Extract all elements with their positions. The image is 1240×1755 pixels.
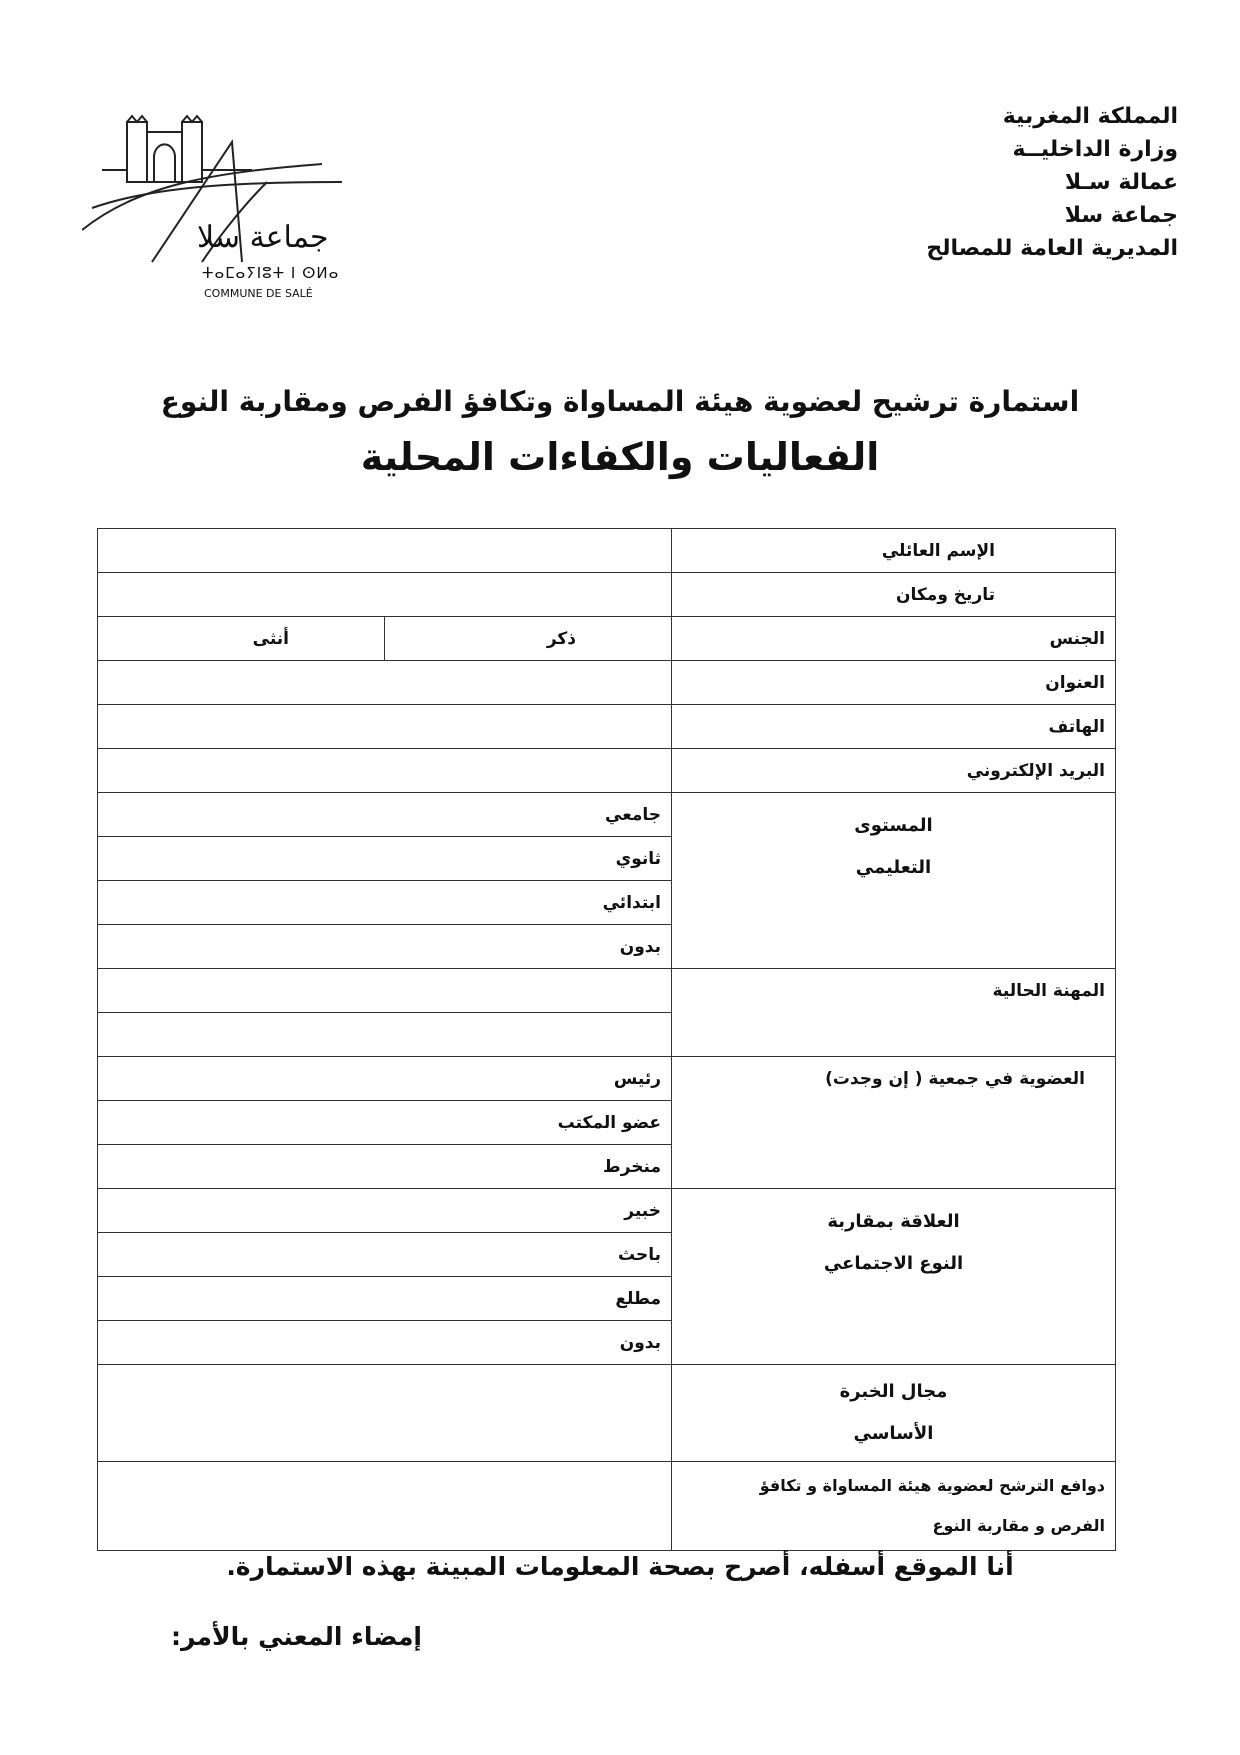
option-researcher[interactable]: باحث xyxy=(98,1233,672,1277)
label-gender: الجنس xyxy=(672,617,1116,661)
header-line-directorate: المديرية العامة للمصالح xyxy=(926,236,1178,261)
header-line-kingdom: المملكة المغربية xyxy=(1002,104,1178,129)
label-gender-approach-line1: العلاقة بمقاربة xyxy=(827,1211,960,1232)
header-line-ministry: وزارة الداخليــة xyxy=(1012,137,1178,162)
option-member[interactable]: منخرط xyxy=(98,1145,672,1189)
label-gender-approach-line2: النوع الاجتماعي xyxy=(823,1253,964,1274)
label-motives xyxy=(672,1462,1116,1551)
input-phone[interactable] xyxy=(98,705,672,749)
label-job: المهنة الحالية xyxy=(672,969,1116,1057)
input-motives[interactable] xyxy=(98,1462,672,1551)
label-education xyxy=(672,793,1116,969)
option-female[interactable]: أنثى xyxy=(98,617,385,661)
input-birth[interactable] xyxy=(98,573,672,617)
option-university[interactable]: جامعي xyxy=(98,793,672,837)
label-membership: العضوية في جمعية ( إن وجدت) xyxy=(672,1057,1116,1189)
label-phone: الهاتف xyxy=(672,705,1116,749)
label-expertise xyxy=(672,1365,1116,1462)
label-address: العنوان xyxy=(672,661,1116,705)
option-approach-none[interactable]: بدون xyxy=(98,1321,672,1365)
form-title-line1: استمارة ترشيح لعضوية هيئة المساواة وتكافؤ الفرص ومقاربة النوع xyxy=(160,385,1080,418)
label-expertise-line2: الأساسي xyxy=(853,1423,934,1444)
input-job-2[interactable] xyxy=(98,1013,672,1057)
option-education-none[interactable]: بدون xyxy=(98,925,672,969)
logo-arabic-name: جماعة سلا xyxy=(197,220,329,255)
option-informed[interactable]: مطلع xyxy=(98,1277,672,1321)
signature-label: إمضاء المعني بالأمر: xyxy=(170,1622,422,1651)
declaration-text: أنا الموقع أسفله، أصرح بصحة المعلومات المبينة بهذه الاستمارة. xyxy=(226,1552,1014,1581)
label-birth: تاريخ ومكان xyxy=(672,573,1116,617)
candidacy-form-table xyxy=(97,528,1116,1551)
commune-logo xyxy=(82,112,382,322)
label-motives-line2: الفرص و مقاربة النوع xyxy=(932,1516,1105,1535)
input-email[interactable] xyxy=(98,749,672,793)
option-board-member[interactable]: عضو المكتب xyxy=(98,1101,672,1145)
logo-tifinagh-name: ⵜⴰⵎⴰⵢⵏⵓⵜ ⵏ ⵙⵍⴰ xyxy=(202,264,340,282)
option-president[interactable]: رئيس xyxy=(98,1057,672,1101)
header-line-commune: جماعة سلا xyxy=(1064,203,1178,228)
input-family-name[interactable] xyxy=(98,529,672,573)
input-address[interactable] xyxy=(98,661,672,705)
option-male[interactable]: ذكر xyxy=(385,617,672,661)
label-education-line1: المستوى xyxy=(854,815,933,836)
label-motives-line1: دوافع الترشح لعضوية هيئة المساواة و تكافؤ xyxy=(759,1476,1105,1495)
option-secondary[interactable]: ثانوي xyxy=(98,837,672,881)
option-primary[interactable]: ابتدائي xyxy=(98,881,672,925)
option-expert[interactable]: خبير xyxy=(98,1189,672,1233)
header-block xyxy=(926,100,1178,265)
input-job-1[interactable] xyxy=(98,969,672,1013)
form-title-line2: الفعاليات والكفاءات المحلية xyxy=(360,435,880,479)
logo-french-name: COMMUNE DE SALÉ xyxy=(204,287,313,300)
header-line-prefecture: عمالة سـلا xyxy=(1064,170,1178,195)
label-family-name: الإسم العائلي xyxy=(672,529,1116,573)
input-expertise[interactable] xyxy=(98,1365,672,1462)
label-expertise-line1: مجال الخبرة xyxy=(839,1381,948,1402)
label-gender-approach xyxy=(672,1189,1116,1365)
label-email: البريد الإلكتروني xyxy=(672,749,1116,793)
label-education-line2: التعليمي xyxy=(855,857,932,878)
